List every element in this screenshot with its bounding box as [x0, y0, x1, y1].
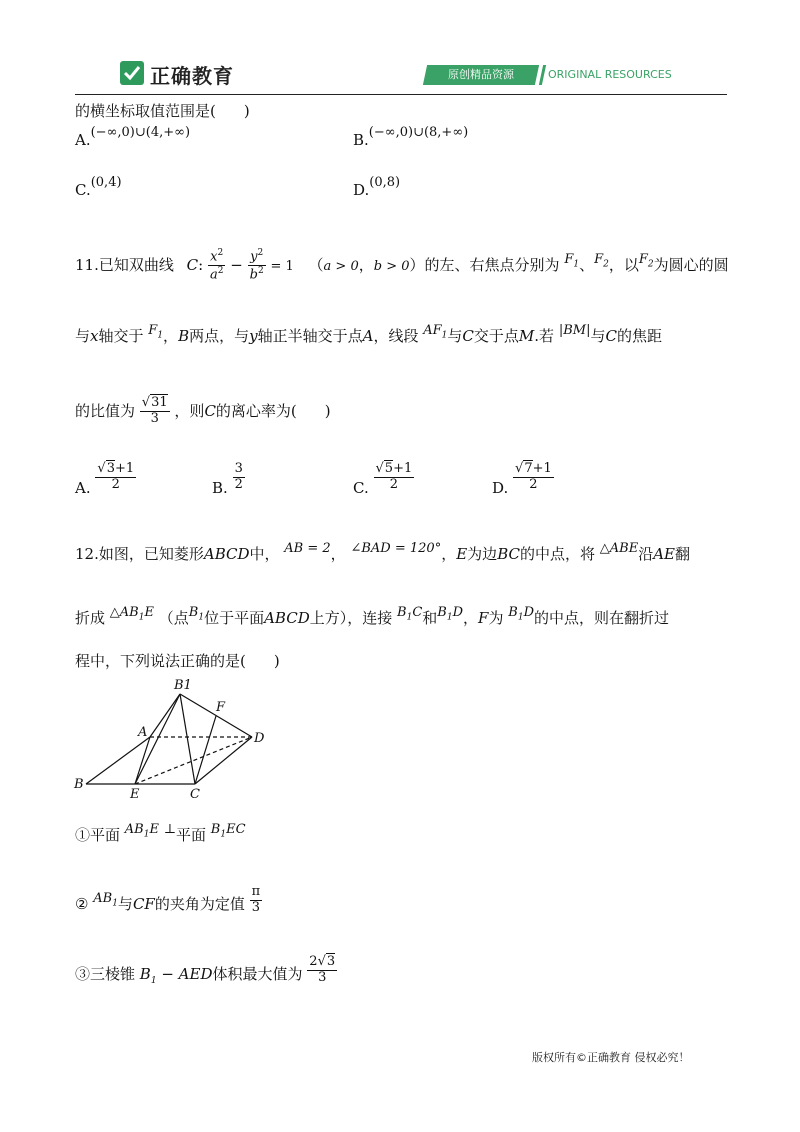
- banner-divider: [539, 65, 546, 85]
- check-logo-icon: [120, 61, 144, 85]
- edge-B1C: [180, 694, 195, 784]
- q12-line-1: 12.如图，已知菱形ABCD中， AB = 2， ∠BAD = 120°，E为边BC的中点，将 △ABE沿AE翻: [75, 541, 691, 563]
- q11-option-b: B. $\frac{3}{2}$: [212, 461, 243, 498]
- edge-AB1: [150, 694, 180, 737]
- q11-line-2: 与x轴交于 $F_1$，B两点，与y轴正半轴交于点A，线段 $AF_1$与C交于点M.若 |BM|与C的焦距: [75, 323, 662, 345]
- edge-CD: [195, 737, 252, 784]
- q12-line-2: 折成 $\triangle AB_1E$ （点$B_1$位于平面ABCD上方），连接 $B_1C$和$B_1D$，F为 $B_1D$的中点，则在翻折过: [75, 605, 670, 627]
- q11-line-3: 的比值为 $\frac{√31}{3}$ ，则C的离心率为( ): [75, 395, 331, 426]
- statement-3: ③三棱锥 $B_1$ − AED体积最大值为 $\frac{2√3}{3}$: [75, 954, 336, 986]
- q10-option-c: C.(0,4): [75, 175, 122, 199]
- q11-option-c: C. $\frac{√5+1}{2}$: [353, 461, 413, 498]
- rhombus-fold-figure: [70, 676, 280, 801]
- statement-2: ② $AB_1$与CF的夹角为定值 $\frac{\pi}{3}$: [75, 884, 261, 915]
- q12-line-3: 程中，下列说法正确的是( ): [75, 652, 280, 670]
- copyright-footer: 版权所有©正确教育 侵权必究！: [532, 1051, 690, 1064]
- brand-name: 正确教育: [150, 64, 234, 88]
- label-B1: B1: [174, 678, 192, 693]
- label-B: B: [74, 777, 84, 792]
- q10-option-d: D.(0,8): [353, 175, 401, 199]
- q11-line-1: 11.已知双曲线 C: $\frac{x^2}{a^2}$ − $\frac{y^2}{b^2}$ = 1 （a > 0，b > 0）的左、右焦点分别为 $F_1$、$F_2$，以$F_2$为圆心的圆: [75, 248, 729, 283]
- q11-option-d: D. $\frac{√7+1}{2}$: [492, 461, 552, 498]
- label-D: D: [254, 731, 265, 746]
- q10-option-a: A.(−∞,0)∪(4,+∞): [75, 125, 191, 149]
- label-E: E: [130, 787, 140, 801]
- q10-option-b: B.(−∞,0)∪(8,+∞): [353, 125, 469, 149]
- q10-stem-tail: 的横坐标取值范围是( ): [75, 102, 250, 120]
- label-A: A: [138, 725, 148, 740]
- edge-EA: [135, 737, 150, 784]
- q11-option-a: A. $\frac{√3+1}{2}$: [75, 461, 135, 498]
- header-rule: [75, 94, 727, 95]
- banner-english: ORIGINAL RESOURCES: [548, 68, 672, 81]
- statement-1: ①平面 $AB_1E$ ⊥平面 $B_1EC$: [75, 822, 246, 844]
- edge-CF: [195, 716, 216, 784]
- label-F: F: [216, 700, 226, 715]
- banner-original: 原创精品资源: [423, 65, 539, 85]
- label-C: C: [190, 787, 200, 801]
- edge-BA: [86, 737, 150, 784]
